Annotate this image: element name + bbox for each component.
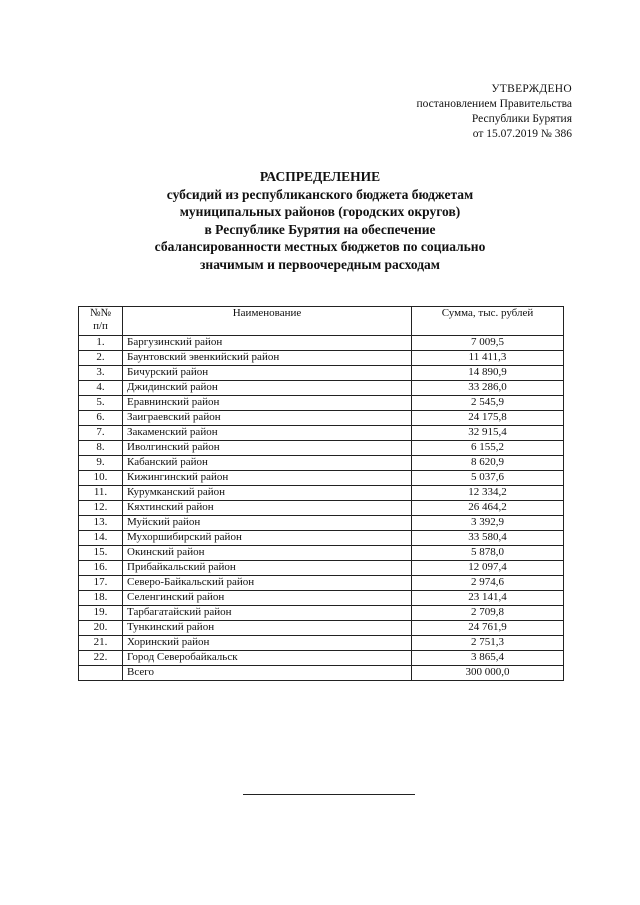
table-row — [79, 606, 564, 621]
row-name: Баунтовский эвенкийский район — [123, 351, 412, 366]
title-line-2: муниципальных районов (городских округов) — [179, 204, 461, 219]
title-line-5: значимым и первоочередным расходам — [200, 256, 440, 272]
approval-line-2: Республики Бурятия — [471, 113, 572, 125]
header-number — [79, 307, 123, 336]
row-number: 12. — [79, 501, 123, 516]
row-number: 9. — [79, 456, 123, 471]
table-row — [79, 411, 564, 426]
approval-line-1: постановлением Правительства — [416, 98, 572, 110]
title-line-4: сбалансированности местных бюджетов по социально — [154, 239, 486, 254]
row-number: 17. — [79, 576, 123, 591]
row-name: Муйский район — [123, 516, 412, 531]
row-number: 7. — [79, 426, 123, 441]
row-sum: 33 580,4 — [412, 531, 564, 546]
row-sum: 23 141,4 — [412, 591, 564, 606]
table-row — [79, 516, 564, 531]
approval-line-3: от 15.07.2019 № 386 — [472, 128, 572, 140]
row-sum: 24 175,8 — [412, 411, 564, 426]
title-heading: РАСПРЕДЕЛЕНИЕ — [259, 169, 381, 184]
row-sum: 3 392,9 — [412, 516, 564, 531]
table-row — [79, 651, 564, 666]
row-number: 6. — [79, 411, 123, 426]
table-row — [79, 486, 564, 501]
row-sum: 2 974,6 — [412, 576, 564, 591]
total-number — [79, 666, 123, 681]
row-sum: 14 890,9 — [412, 366, 564, 381]
table-row — [79, 456, 564, 471]
table-row — [79, 621, 564, 636]
row-number: 5. — [79, 396, 123, 411]
row-number: 18. — [79, 591, 123, 606]
row-sum: 12 334,2 — [412, 486, 564, 501]
row-sum: 8 620,9 — [412, 456, 564, 471]
distribution-table — [78, 306, 564, 681]
table-body — [79, 336, 564, 681]
table-row — [79, 396, 564, 411]
row-number: 16. — [79, 561, 123, 576]
row-name: Окинский район — [123, 546, 412, 561]
table-row — [79, 561, 564, 576]
row-sum: 11 411,3 — [412, 351, 564, 366]
row-sum: 2 751,3 — [412, 636, 564, 651]
row-number: 3. — [79, 366, 123, 381]
row-name: Мухоршибирский район — [123, 531, 412, 546]
table-row — [79, 426, 564, 441]
row-name: Кяхтинский район — [123, 501, 412, 516]
row-number: 2. — [79, 351, 123, 366]
row-number: 11. — [79, 486, 123, 501]
title-line-1: субсидий из республиканского бюджета бюджетам — [166, 186, 474, 202]
total-sum: 300 000,0 — [412, 666, 564, 681]
row-name: Прибайкальский район — [123, 561, 412, 576]
end-divider — [243, 794, 415, 795]
row-name: Еравнинский район — [123, 396, 412, 411]
title-line-3: в Республике Бурятия на обеспечение — [204, 221, 436, 237]
table-row — [79, 366, 564, 381]
header-number-bottom: п/п — [93, 320, 108, 332]
row-sum: 2 545,9 — [412, 396, 564, 411]
table-row — [79, 531, 564, 546]
row-sum: 26 464,2 — [412, 501, 564, 516]
row-name: Тункинский район — [123, 621, 412, 636]
row-name: Хоринский район — [123, 636, 412, 651]
table-row — [79, 471, 564, 486]
row-name: Кабанский район — [123, 456, 412, 471]
total-name: Всего — [123, 666, 412, 681]
row-number: 15. — [79, 546, 123, 561]
row-number: 4. — [79, 381, 123, 396]
header-name: Наименование — [123, 307, 412, 336]
table-row — [79, 501, 564, 516]
row-sum: 5 878,0 — [412, 546, 564, 561]
row-number: 14. — [79, 531, 123, 546]
row-sum: 2 709,8 — [412, 606, 564, 621]
row-name: Закаменский район — [123, 426, 412, 441]
table-row — [79, 336, 564, 351]
row-name: Кижингинский район — [123, 471, 412, 486]
row-sum: 33 286,0 — [412, 381, 564, 396]
row-number: 10. — [79, 471, 123, 486]
table-row — [79, 441, 564, 456]
row-number: 1. — [79, 336, 123, 351]
approval-block — [332, 82, 572, 142]
total-row — [79, 666, 564, 681]
row-number: 21. — [79, 636, 123, 651]
row-name: Курумканский район — [123, 486, 412, 501]
document-title — [100, 168, 540, 273]
row-number: 19. — [79, 606, 123, 621]
row-number: 13. — [79, 516, 123, 531]
row-sum: 3 865,4 — [412, 651, 564, 666]
row-sum: 24 761,9 — [412, 621, 564, 636]
row-name: Иволгинский район — [123, 441, 412, 456]
table-row — [79, 591, 564, 606]
approval-stamp: УТВЕРЖДЕНО — [491, 83, 572, 95]
header-number-top: №№ — [90, 307, 111, 319]
row-sum: 7 009,5 — [412, 336, 564, 351]
row-name: Джидинский район — [123, 381, 412, 396]
row-name: Заиграевский район — [123, 411, 412, 426]
row-name: Северо-Байкальский район — [123, 576, 412, 591]
row-name: Город Северобайкальск — [123, 651, 412, 666]
row-name: Селенгинский район — [123, 591, 412, 606]
table-row — [79, 381, 564, 396]
table-row — [79, 546, 564, 561]
table-row — [79, 636, 564, 651]
table-header-row — [79, 307, 564, 336]
row-sum: 6 155,2 — [412, 441, 564, 456]
row-name: Бичурский район — [123, 366, 412, 381]
table-row — [79, 351, 564, 366]
row-sum: 12 097,4 — [412, 561, 564, 576]
row-number: 22. — [79, 651, 123, 666]
row-name: Тарбагатайский район — [123, 606, 412, 621]
row-number: 20. — [79, 621, 123, 636]
table-row — [79, 576, 564, 591]
row-sum: 32 915,4 — [412, 426, 564, 441]
row-name: Баргузинский район — [123, 336, 412, 351]
header-sum: Сумма, тыс. рублей — [412, 307, 564, 336]
row-sum: 5 037,6 — [412, 471, 564, 486]
row-number: 8. — [79, 441, 123, 456]
